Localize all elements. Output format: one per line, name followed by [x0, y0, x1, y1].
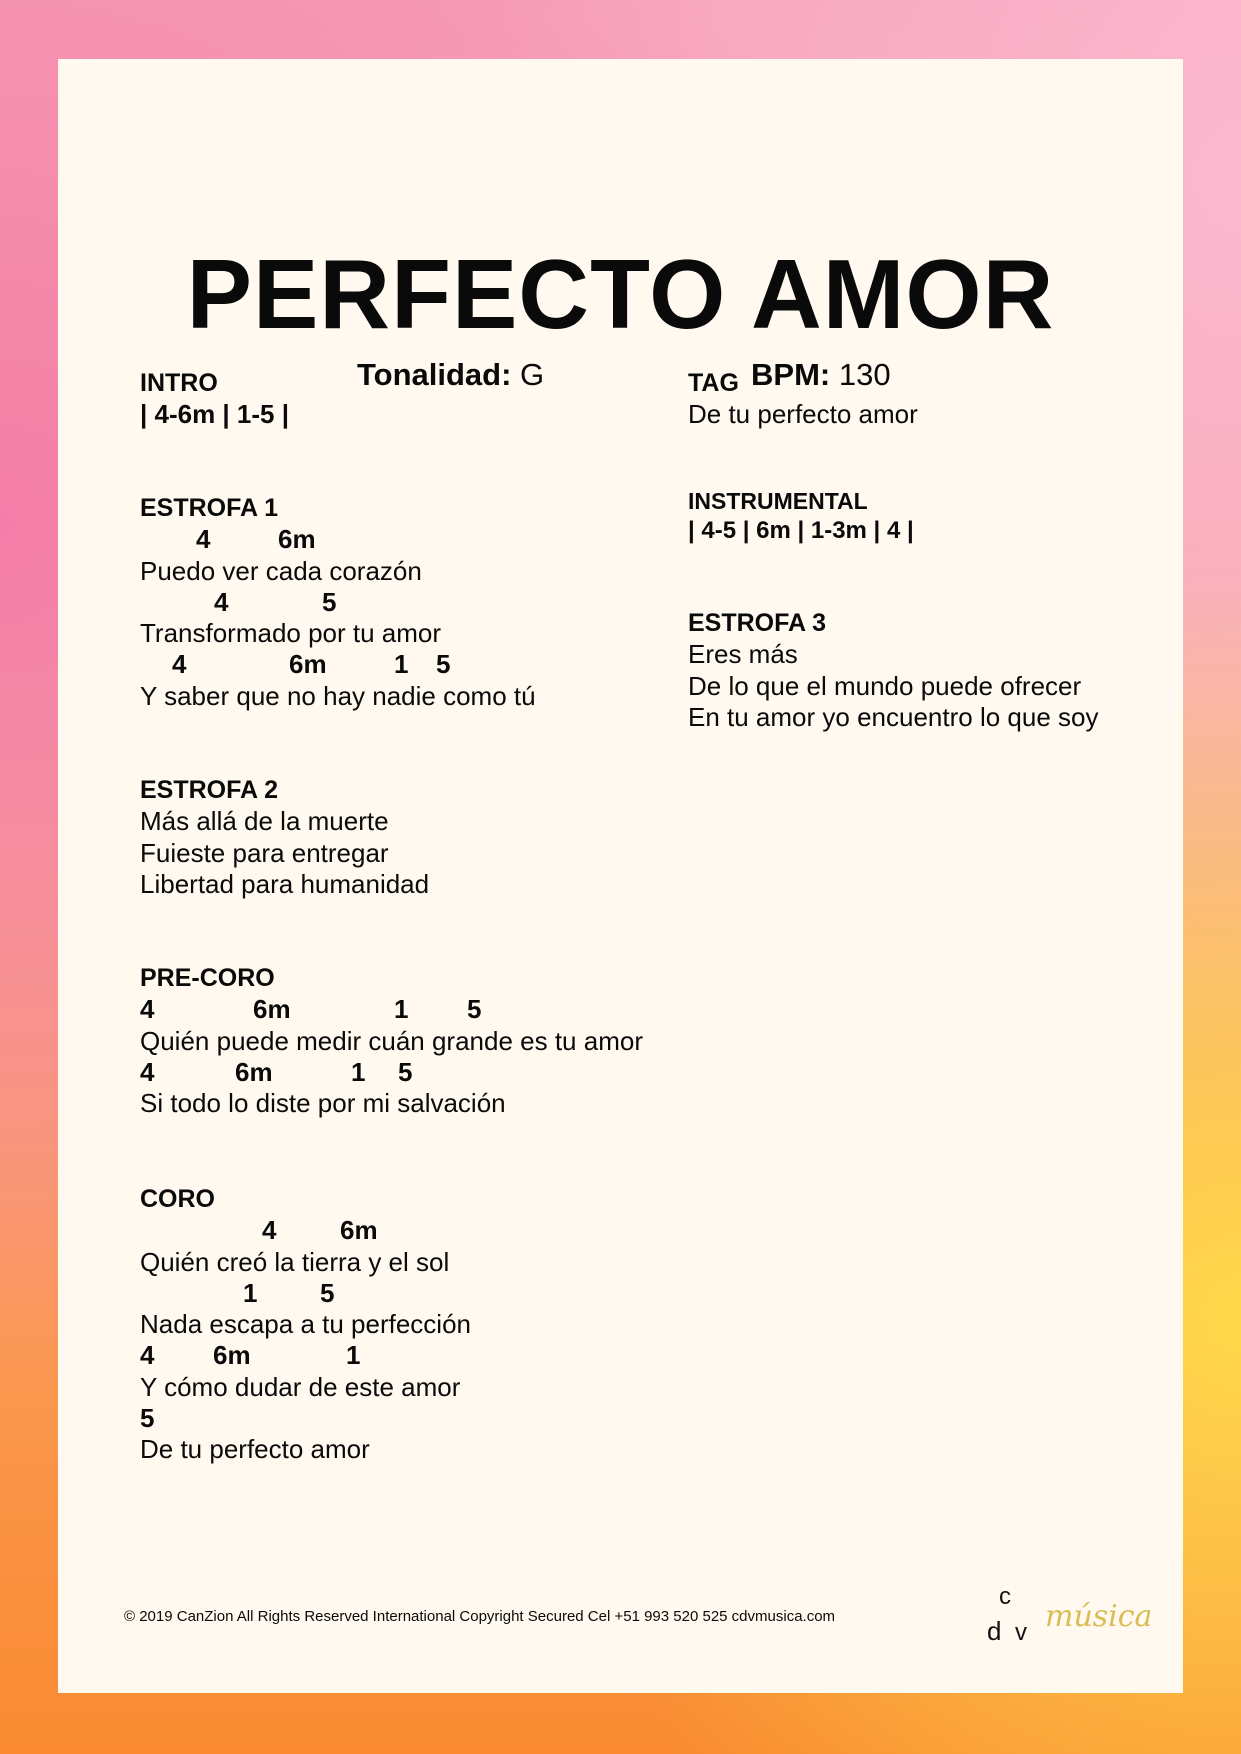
section-heading: ESTROFA 1 [140, 494, 278, 522]
logo-script: música [1045, 1599, 1153, 1634]
chord: 4 [214, 586, 229, 617]
lyric-line: De tu perfecto amor [140, 1434, 370, 1465]
chord: 4 [140, 994, 155, 1025]
section-heading: TAG [688, 369, 739, 397]
section-heading: CORO [140, 1185, 215, 1213]
chord: 4 [172, 649, 187, 680]
section-estrofa-1 [140, 493, 536, 712]
chord-progression: | 4-6m | 1-5 | [140, 399, 289, 430]
section-heading: INTRO [140, 369, 218, 397]
chord: 1 [346, 1340, 361, 1371]
chord-line [140, 1057, 643, 1088]
lyric-line: Si todo lo diste por mi salvación [140, 1088, 506, 1119]
chord: 5 [436, 649, 451, 680]
bpm-value: 130 [838, 357, 891, 392]
chord: 6m [289, 649, 327, 680]
chord: 1 [351, 1056, 366, 1087]
key-info [357, 356, 544, 394]
lyric-line: Quién puede medir cuán grande es tu amor [140, 1025, 643, 1056]
section-tag [688, 368, 918, 431]
song-title: PERFECTO AMOR [186, 239, 1055, 349]
lyric-line: Puedo ver cada corazón [140, 555, 422, 586]
chord: 5 [322, 586, 337, 617]
chord: 1 [394, 649, 409, 680]
chord: 6m [340, 1215, 378, 1246]
section-estrofa-3 [688, 608, 1098, 733]
section-coro [140, 1184, 471, 1466]
bpm-label: BPM: [751, 357, 831, 392]
logo-letter-d: d [987, 1616, 1002, 1646]
chord: 1 [394, 994, 409, 1025]
chord: 4 [262, 1215, 277, 1246]
section-estrofa-2 [140, 775, 429, 900]
copyright-footer: © 2019 CanZion All Rights Reserved International Copyright Secured Cel +51 993 520 525 cdvmusica.com [124, 1608, 836, 1625]
lyric-line: De tu perfecto amor [688, 399, 918, 430]
lyric-line: Y cómo dudar de este amor [140, 1371, 461, 1402]
section-instrumental [688, 487, 914, 545]
lyric-line: Transformado por tu amor [140, 618, 442, 649]
chord-line [140, 1215, 471, 1246]
chord: 5 [467, 994, 482, 1025]
key-label: Tonalidad: [357, 357, 512, 392]
chord-line [140, 1403, 471, 1434]
chord-line [140, 524, 536, 555]
section-pre-coro [140, 963, 643, 1119]
chord-line [140, 587, 536, 618]
chord-line [140, 1340, 471, 1371]
cdv-musica-logo [985, 1580, 1170, 1650]
section-heading: ESTROFA 2 [140, 776, 278, 804]
logo-letter-v: v [1015, 1619, 1027, 1646]
chord: 6m [213, 1340, 251, 1371]
lyric-line: Quién creó la tierra y el sol [140, 1246, 450, 1277]
lyric-line: En tu amor yo encuentro lo que soy [688, 701, 1099, 732]
lyric-line: Fuieste para entregar [140, 837, 389, 868]
lyric-line: De lo que el mundo puede ofrecer [688, 670, 1082, 701]
chord-line [140, 994, 643, 1025]
chord: 4 [140, 1340, 155, 1371]
chord: 4 [196, 524, 211, 555]
chord: 5 [398, 1056, 413, 1087]
chord: 6m [235, 1056, 273, 1087]
chord-line [140, 1278, 471, 1309]
key-value: G [520, 357, 545, 392]
section-heading: ESTROFA 3 [688, 609, 826, 637]
lyric-line: Libertad para humanidad [140, 868, 430, 899]
chord-sheet [58, 59, 1183, 1693]
chord: 6m [278, 524, 316, 555]
chord: 5 [140, 1403, 155, 1434]
section-heading: PRE-CORO [140, 964, 275, 992]
chord: 1 [243, 1277, 258, 1308]
chord: 4 [140, 1056, 155, 1087]
section-heading: INSTRUMENTAL [688, 488, 868, 514]
chord-progression: | 4-5 | 6m | 1-3m | 4 | [688, 517, 914, 544]
lyric-line: Y saber que no hay nadie como tú [140, 680, 536, 711]
chord-line [140, 649, 536, 680]
chord: 5 [320, 1277, 335, 1308]
logo-letter-c: c [999, 1583, 1011, 1610]
lyric-line: Eres más [688, 639, 798, 670]
section-intro [140, 368, 289, 431]
chord: 6m [253, 994, 291, 1025]
lyric-line: Nada escapa a tu perfección [140, 1309, 471, 1340]
lyric-line: Más allá de la muerte [140, 806, 389, 837]
